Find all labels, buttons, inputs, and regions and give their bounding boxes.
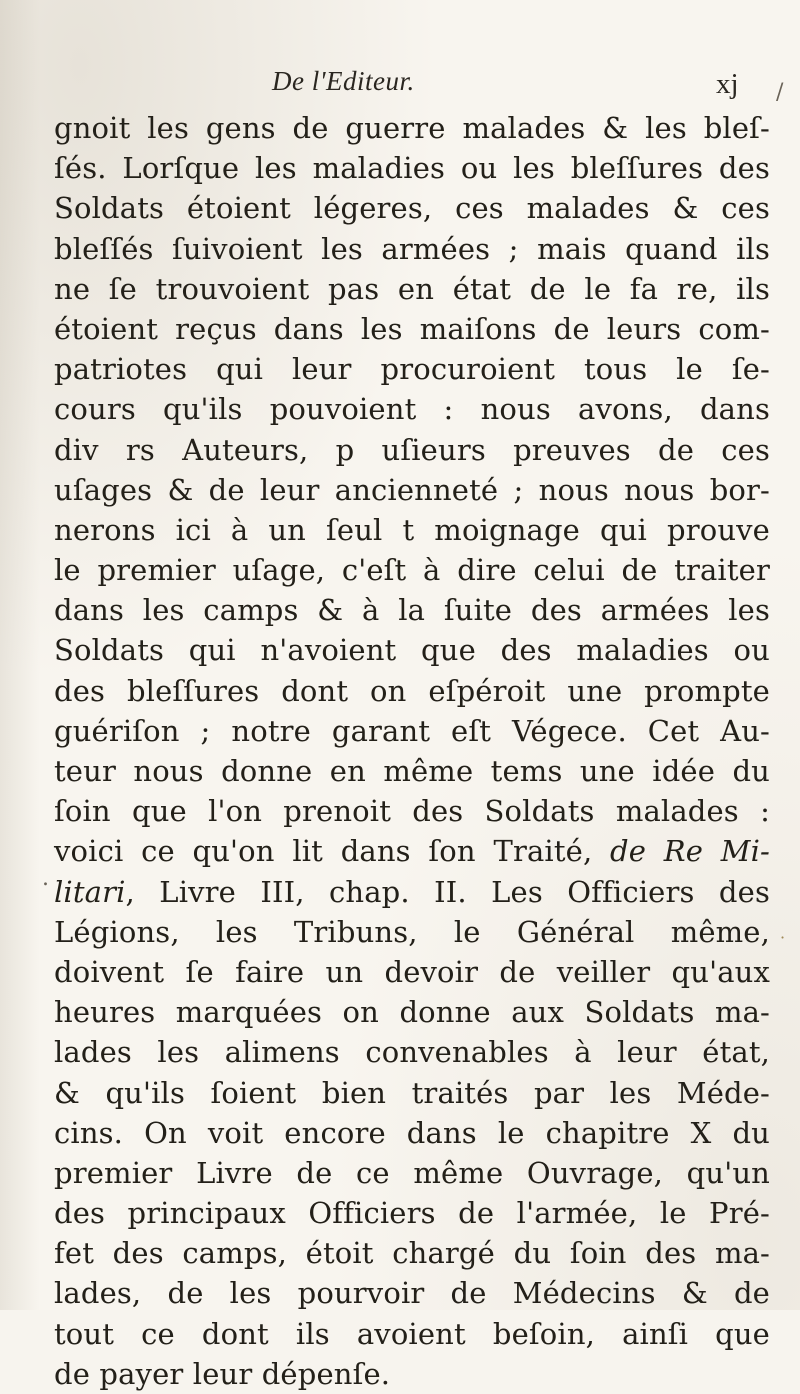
text-line: heures marquées on donne aux Soldats ma- — [54, 995, 770, 1030]
page-header — [0, 66, 800, 106]
text-line: cours qu'ils pouvoient : nous avons, dans — [54, 392, 770, 427]
text-line: Légions, les Tribuns, le Général même, — [54, 914, 770, 949]
text-line: gnoit les gens de guerre malades & les bleſ- — [54, 111, 770, 145]
text-line: fet des camps, étoit chargé du ſoin des ma- — [54, 1236, 770, 1271]
text-line: des principaux Officiers de l'armée, le Pré- — [54, 1196, 770, 1231]
running-title: De l'Editeur. — [272, 66, 415, 96]
text-line: teur nous donne en même tems une idée du — [54, 754, 770, 788]
text-line-last: de payer leur dépenſe. — [54, 1356, 391, 1391]
margin-mark-left: . — [42, 866, 49, 891]
text-line: & qu'ils ſoient bien traités par les Méde- — [54, 1075, 770, 1110]
text-line: dans les camps & à la ſuite des armées les — [54, 593, 770, 628]
text-line: patriotes qui leur procuroient tous le ſe- — [54, 352, 770, 387]
text-line: le premier uſage, c'eſt à dire celui de traiter — [54, 553, 770, 588]
margin-mark-top-right: / — [776, 80, 784, 105]
text-line: voici ce qu'on lit dans ſon Traité, de Re Mi- — [54, 834, 770, 869]
text-line: cins. On voit encore dans le chapitre X du — [54, 1115, 770, 1150]
margin-mark-right: · — [780, 928, 786, 947]
text-line: Soldats étoient légeres, ces malades & ces — [54, 191, 770, 226]
text-line: div rs Auteurs, p uſieurs preuves de ces — [54, 432, 770, 467]
text-line: ne ſe trouvoient pas en état de le fa re, ils — [54, 271, 770, 306]
text-line: uſages & de leur ancienneté ; nous nous bor- — [54, 472, 770, 507]
text-line: nerons ici à un ſeul t moignage qui prouve — [54, 512, 770, 547]
text-line: Soldats qui n'avoient que des maladies ou — [54, 633, 770, 668]
text-line: ſoin que l'on prenoit des Soldats malades : — [54, 794, 770, 829]
text-line: des bleſſures dont on eſpéroit une prompte — [54, 673, 770, 708]
text-line: lades, de les pourvoir de Médecins & de — [54, 1276, 770, 1311]
text-line: guériſon ; notre garant eſt Végece. Cet Au- — [54, 713, 770, 748]
text-line: premier Livre de ce même Ouvrage, qu'un — [54, 1155, 770, 1190]
text-line: étoient reçus dans les maiſons de leurs com- — [54, 311, 770, 346]
text-line: tout ce dont ils avoient beſoin, ainſi que — [54, 1316, 770, 1351]
text-line: bleſſés ſuivoient les armées ; mais quand ils — [54, 231, 770, 266]
body-text — [54, 108, 770, 1394]
text-line: litari, Livre III, chap. II. Les Officiers des — [54, 874, 770, 909]
text-line: doivent ſe faire un devoir de veiller qu'aux — [54, 954, 770, 989]
page-gutter-shadow — [0, 0, 40, 1310]
page-number: xj — [716, 68, 739, 100]
text-line: ſés. Lorſque les maladies ou les bleſſures des — [54, 151, 770, 186]
text-line: lades les alimens convenables à leur état, — [54, 1035, 770, 1070]
